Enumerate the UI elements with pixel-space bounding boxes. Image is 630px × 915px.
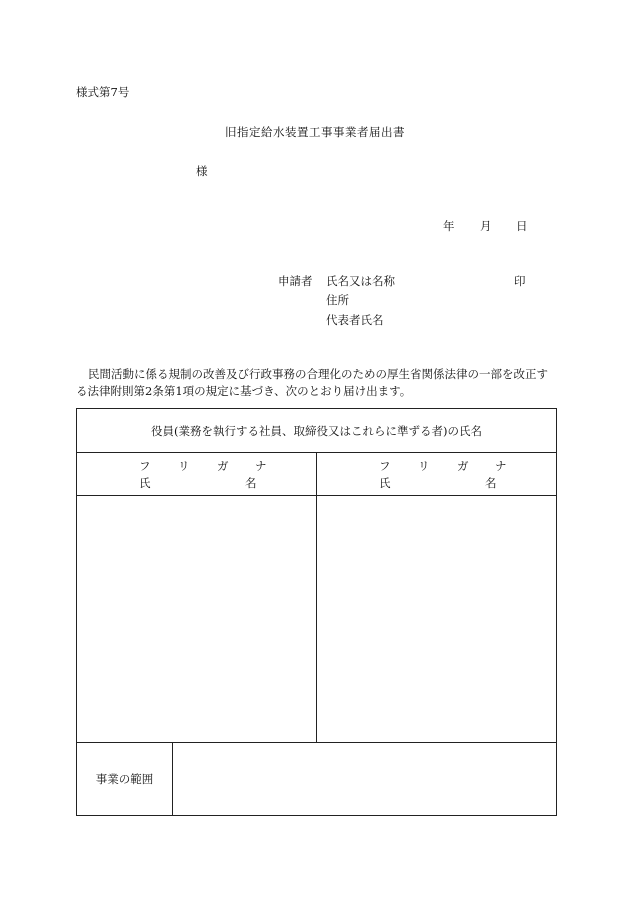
- furigana-char: ガ: [457, 459, 469, 473]
- furigana-char: リ: [418, 459, 430, 473]
- officers-table: [76, 408, 557, 816]
- name-char-surname: 氏: [139, 476, 151, 490]
- officer-entry-area-right[interactable]: [317, 496, 557, 743]
- applicant-label: 申請者: [278, 274, 313, 288]
- furigana-char: ガ: [217, 459, 229, 473]
- furigana-char: フ: [139, 459, 151, 473]
- business-scope-label: 事業の範囲: [77, 743, 173, 816]
- name-char-given: 名: [245, 476, 257, 490]
- representative-name-label: 代表者氏名: [326, 313, 384, 327]
- column-header-left: [77, 453, 317, 496]
- column-header-right: [317, 453, 557, 496]
- applicant-address-label: 住所: [326, 293, 349, 307]
- officers-table-header: 役員(業務を執行する社員、取締役又はこれらに準ずる者)の氏名: [77, 409, 557, 453]
- document-title: 旧指定給水装置工事事業者届出書: [225, 125, 405, 139]
- furigana-char: リ: [178, 459, 190, 473]
- furigana-char: ナ: [495, 459, 507, 473]
- date-year-label: 年: [443, 219, 455, 233]
- name-char-surname: 氏: [379, 476, 391, 490]
- addressee-honorific: 様: [196, 164, 208, 178]
- seal-mark: 印: [514, 274, 526, 288]
- form-number: 様式第7号: [76, 85, 130, 99]
- furigana-char: ナ: [255, 459, 267, 473]
- date-day-label: 日: [516, 219, 528, 233]
- name-char-given: 名: [485, 476, 497, 490]
- business-scope-field[interactable]: [173, 743, 557, 816]
- furigana-char: フ: [379, 459, 391, 473]
- date-month-label: 月: [480, 219, 492, 233]
- applicant-name-label: 氏名又は名称: [326, 274, 395, 288]
- officer-entry-area-left[interactable]: [77, 496, 317, 743]
- declaration-text: 民間活動に係る規制の改善及び行政事務の合理化のための厚生省関係法律の一部を改正する法律附則第2条第1項の規定に基づき、次のとおり届け出ます。: [76, 367, 548, 398]
